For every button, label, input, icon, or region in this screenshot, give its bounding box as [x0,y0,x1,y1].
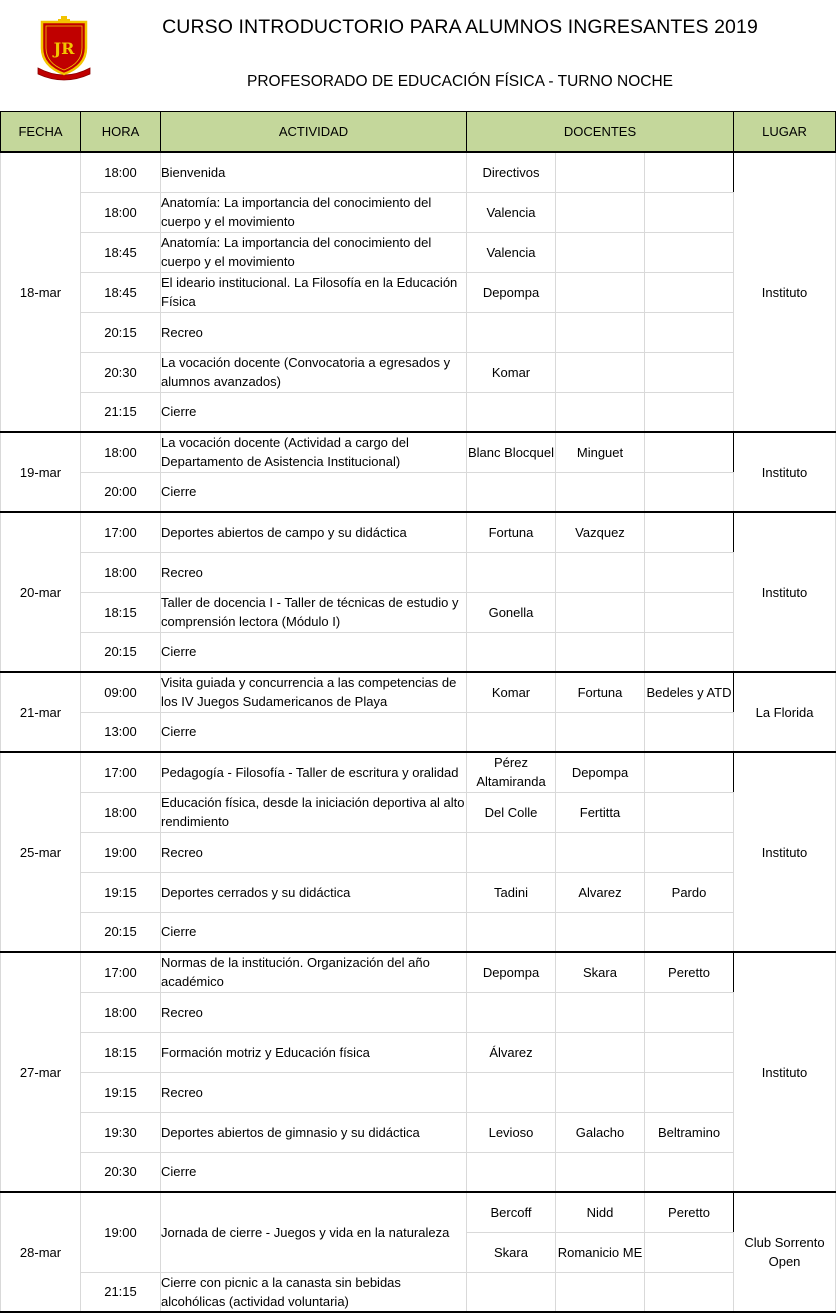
teacher-cell [645,712,734,752]
activity-cell: Cierre [161,912,467,952]
time-cell: 19:30 [81,1112,161,1152]
activity-cell: La vocación docente (Actividad a cargo del Departamento de Asistencia Institucional) [161,432,467,472]
activity-cell: Cierre [161,632,467,672]
time-cell: 18:00 [81,152,161,192]
teacher-cell [556,1152,645,1192]
activity-cell: Cierre [161,1152,467,1192]
time-cell: 18:00 [81,992,161,1032]
table-row [1,192,836,232]
teacher-cell [556,192,645,232]
table-row [1,472,836,512]
place-cell: Club Sorrento Open [734,1192,836,1312]
time-cell: 20:15 [81,912,161,952]
table-row [1,1192,836,1232]
teacher-cell [556,552,645,592]
teacher-cell [556,632,645,672]
teacher-cell: Bedeles y ATD [645,672,734,712]
teacher-cell [556,832,645,872]
teacher-cell [645,352,734,392]
table-row [1,552,836,592]
time-cell: 21:15 [81,1272,161,1312]
teacher-cell [556,592,645,632]
date-cell: 25-mar [1,752,81,952]
column-header-actividad: ACTIVIDAD [161,112,467,153]
teacher-cell: Fertitta [556,792,645,832]
teacher-cell [645,192,734,232]
teacher-cell: Directivos [467,152,556,192]
svg-text:JR: JR [53,39,75,58]
time-cell: 20:15 [81,312,161,352]
table-row [1,232,836,272]
teacher-cell: Peretto [645,1192,734,1232]
teacher-cell [467,1072,556,1112]
teacher-cell: Peretto [645,952,734,992]
activity-cell: Jornada de cierre - Juegos y vida en la naturaleza [161,1192,467,1272]
document-subtitle: PROFESORADO DE EDUCACIÓN FÍSICA - TURNO NOCHE [246,73,673,90]
teacher-cell [556,352,645,392]
date-cell: 28-mar [1,1192,81,1312]
teacher-cell: Pardo [645,872,734,912]
table-row [1,1152,836,1192]
teacher-cell [467,712,556,752]
teacher-cell: Bercoff [467,1192,556,1232]
teacher-cell [556,472,645,512]
time-cell: 20:15 [81,632,161,672]
place-cell: La Florida [734,672,836,752]
teacher-cell [556,1032,645,1072]
teacher-cell: Pérez Altamiranda [467,752,556,792]
table-row [1,352,836,392]
teacher-cell [645,1032,734,1072]
time-cell: 18:45 [81,272,161,312]
document-header [0,0,836,111]
table-row [1,712,836,752]
teacher-cell: Skara [556,952,645,992]
column-header-fecha: FECHA [1,112,81,153]
table-row [1,432,836,472]
time-cell: 19:15 [81,872,161,912]
teacher-cell: Beltramino [645,1112,734,1152]
teacher-cell: Komar [467,352,556,392]
teacher-cell [556,1272,645,1312]
time-cell: 18:15 [81,1032,161,1072]
teacher-cell [467,472,556,512]
teacher-cell [645,312,734,352]
time-cell: 18:00 [81,432,161,472]
teacher-cell: Nidd [556,1192,645,1232]
table-row [1,272,836,312]
activity-cell: Deportes abiertos de campo y su didáctica [161,512,467,552]
teacher-cell: Depompa [467,272,556,312]
table-row [1,672,836,712]
teacher-cell: Depompa [467,952,556,992]
teacher-cell: Álvarez [467,1032,556,1072]
teacher-cell [467,392,556,432]
teacher-cell [645,472,734,512]
teacher-cell [645,432,734,472]
table-row [1,1072,836,1112]
table-row [1,1272,836,1312]
teacher-cell: Galacho [556,1112,645,1152]
time-cell: 17:00 [81,952,161,992]
time-cell: 18:00 [81,192,161,232]
teacher-cell: Valencia [467,192,556,232]
teacher-cell [467,1272,556,1312]
teacher-cell [556,272,645,312]
date-cell: 19-mar [1,432,81,512]
activity-cell: Deportes abiertos de gimnasio y su didáctica [161,1112,467,1152]
activity-cell: Visita guiada y concurrencia a las competencias de los IV Juegos Sudamericanos de Playa [161,672,467,712]
table-row [1,1112,836,1152]
time-cell: 21:15 [81,392,161,432]
teacher-cell: Valencia [467,232,556,272]
teacher-cell [645,392,734,432]
teacher-cell [467,912,556,952]
teacher-cell: Del Colle [467,792,556,832]
teacher-cell [645,1152,734,1192]
time-cell: 20:30 [81,352,161,392]
teacher-cell [556,232,645,272]
teacher-cell [645,1232,734,1272]
place-cell: Instituto [734,512,836,672]
teacher-cell [467,552,556,592]
date-cell: 20-mar [1,512,81,672]
teacher-cell [645,232,734,272]
place-cell: Instituto [734,432,836,512]
date-cell: 27-mar [1,952,81,1192]
activity-cell: Recreo [161,552,467,592]
teacher-cell [645,592,734,632]
activity-cell: Recreo [161,312,467,352]
teacher-cell [645,1072,734,1112]
place-cell: Instituto [734,952,836,1192]
teacher-cell [467,992,556,1032]
teacher-cell [556,392,645,432]
teacher-cell [645,152,734,192]
activity-cell: Formación motriz y Educación física [161,1032,467,1072]
teacher-cell [645,832,734,872]
time-cell: 09:00 [81,672,161,712]
table-row [1,632,836,672]
teacher-cell [467,632,556,672]
activity-cell: Anatomía: La importancia del conocimiento del cuerpo y el movimiento [161,232,467,272]
school-crest-logo [30,16,98,82]
teacher-cell [556,912,645,952]
activity-cell: La vocación docente (Convocatoria a egresados y alumnos avanzados) [161,352,467,392]
table-row [1,512,836,552]
teacher-cell [556,992,645,1032]
time-cell: 17:00 [81,752,161,792]
teacher-cell: Depompa [556,752,645,792]
teacher-cell [645,912,734,952]
table-row [1,792,836,832]
date-cell: 18-mar [1,152,81,432]
table-row [1,872,836,912]
activity-cell: Taller de docencia I - Taller de técnicas de estudio y comprensión lectora (Módulo I) [161,592,467,632]
teacher-cell: Minguet [556,432,645,472]
time-cell: 18:00 [81,552,161,592]
activity-cell: Educación física, desde la iniciación deportiva al alto rendimiento [161,792,467,832]
teacher-cell [556,152,645,192]
time-cell: 20:00 [81,472,161,512]
time-cell: 18:15 [81,592,161,632]
activity-cell: Normas de la institución. Organización del año académico [161,952,467,992]
teacher-cell [645,632,734,672]
time-cell: 19:00 [81,832,161,872]
time-cell: 19:00 [81,1192,161,1272]
activity-cell: Cierre con picnic a la canasta sin bebidas alcohólicas (actividad voluntaria) [161,1272,467,1312]
column-header-lugar: LUGAR [734,112,836,153]
time-cell: 19:15 [81,1072,161,1112]
table-row [1,152,836,192]
table-row [1,392,836,432]
date-cell: 21-mar [1,672,81,752]
time-cell: 20:30 [81,1152,161,1192]
teacher-cell [645,552,734,592]
activity-cell: El ideario institucional. La Filosofía en la Educación Física [161,272,467,312]
teacher-cell [645,752,734,792]
teacher-cell: Gonella [467,592,556,632]
activity-cell: Pedagogía - Filosofía - Taller de escritura y oralidad [161,752,467,792]
time-cell: 13:00 [81,712,161,752]
teacher-cell: Levioso [467,1112,556,1152]
teacher-cell: Komar [467,672,556,712]
table-row [1,1032,836,1072]
teacher-cell [556,1072,645,1112]
activity-cell: Cierre [161,712,467,752]
teacher-cell [556,712,645,752]
teacher-cell: Romanicio ME [556,1232,645,1272]
place-cell: Instituto [734,152,836,432]
table-row [1,832,836,872]
activity-cell: Recreo [161,1072,467,1112]
table-row [1,592,836,632]
schedule-table [0,111,836,1313]
document-title: CURSO INTRODUCTORIO PARA ALUMNOS INGRESANTES 2019 [162,16,758,38]
teacher-cell: Alvarez [556,872,645,912]
teacher-cell [467,312,556,352]
teacher-cell: Blanc Blocquel [467,432,556,472]
place-cell: Instituto [734,752,836,952]
time-cell: 18:00 [81,792,161,832]
table-row [1,992,836,1032]
teacher-cell: Vazquez [556,512,645,552]
time-cell: 17:00 [81,512,161,552]
teacher-cell [467,832,556,872]
column-header-docentes: DOCENTES [467,112,734,153]
teacher-cell [645,272,734,312]
teacher-cell: Fortuna [556,672,645,712]
table-row [1,312,836,352]
activity-cell: Cierre [161,472,467,512]
teacher-cell: Fortuna [467,512,556,552]
teacher-cell: Tadini [467,872,556,912]
table-row [1,752,836,792]
activity-cell: Recreo [161,832,467,872]
column-header-hora: HORA [81,112,161,153]
activity-cell: Anatomía: La importancia del conocimiento del cuerpo y el movimiento [161,192,467,232]
teacher-cell [645,512,734,552]
teacher-cell [645,992,734,1032]
time-cell: 18:45 [81,232,161,272]
table-row [1,912,836,952]
activity-cell: Cierre [161,392,467,432]
teacher-cell: Skara [467,1232,556,1272]
activity-cell: Bienvenida [161,152,467,192]
teacher-cell [467,1152,556,1192]
teacher-cell [645,792,734,832]
table-row [1,952,836,992]
table-header-row [1,112,836,153]
teacher-cell [556,312,645,352]
activity-cell: Deportes cerrados y su didáctica [161,872,467,912]
teacher-cell [645,1272,734,1312]
activity-cell: Recreo [161,992,467,1032]
